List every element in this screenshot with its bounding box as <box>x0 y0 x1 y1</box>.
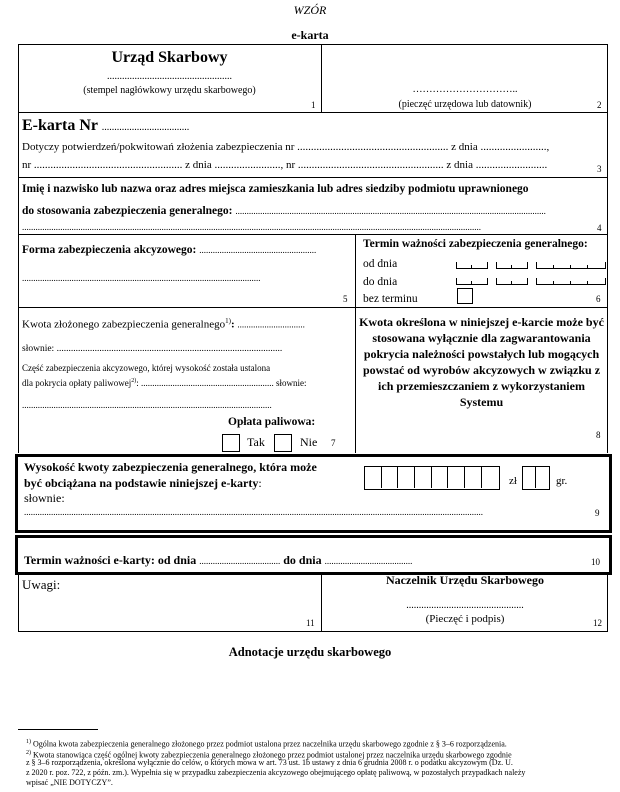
stamp-caption: (stempel nagłówkowy urzędu skarbowego) <box>83 85 256 96</box>
validity-title: Termin ważności zabezpieczenia generalnego: <box>363 238 588 250</box>
amount-colon: : <box>230 318 235 331</box>
ekarta-validity-from-label: Termin ważności e-karty: od dnia <box>24 553 197 567</box>
head-of-office-title: Naczelnik Urzędu Skarbowego <box>386 573 544 587</box>
entity-label-1: Imię i nazwisko lub nazwa oraz adres miejsca zamieszkania lub adres siedziby podmiotu uprawnionego <box>22 183 529 195</box>
signature-caption: (Pieczęć i podpis) <box>425 613 505 625</box>
currency-gr: gr. <box>556 475 568 487</box>
confirmations-line-1[interactable]: Dotyczy potwierdzeń/pokwitowań złożenia zabezpieczenia nr ....................................................... z dnia ........................, <box>22 141 550 153</box>
field-number: 9 <box>595 508 600 518</box>
signature-field[interactable]: ............................................... <box>406 600 524 611</box>
footnote-1: $^{1)}$ Ogólna kwota zabezpieczenia generalnego złożonego przez podmiot ustalona przez naczelnika urzędu skarbowego zgodnie z § 3–6 rozporządzenia. <box>26 739 507 749</box>
fuel-fee-yes-label: Tak <box>247 435 265 449</box>
ekarta-number-field[interactable]: ................................... <box>101 122 190 133</box>
footnote-2: $^{2)}$ Kwota stanowiąca część ogólnej kwoty zabezpieczenia generalnego złożonego przez podmiot ustalonej przez naczelnika urzędu skarbowego zgodnie <box>26 750 512 760</box>
footnote-2-line-2: z § 3–6 rozporządzenia, określona wyłącznie do celów, o których mowa w art. 73 ust. 1b ustawy z dnia 6 grudnia 2008 r. o podatku akcyzowym (Dz. U. <box>26 758 513 767</box>
ekarta-number-label: E-karta Nr <box>22 117 98 134</box>
no-term-checkbox[interactable] <box>457 288 473 304</box>
chargeable-words-label: słownie: <box>24 491 65 505</box>
fuel-fee-no-label: Nie <box>300 435 318 449</box>
amount-words-field[interactable]: słownie: ............................................................................................... <box>22 344 283 354</box>
validity-from-label: od dnia <box>363 258 398 270</box>
fuel-part-field[interactable]: : ........................................................... słownie: <box>136 378 307 388</box>
currency-zl: zł <box>509 475 517 487</box>
ekarta-validity-to-field[interactable]: ....................................... <box>324 556 413 566</box>
entity-label-2: do stosowania zabezpieczenia generalnego: <box>22 205 233 217</box>
excise-form-field-2[interactable]: .......................................................................................................... <box>22 273 261 283</box>
confirmations-line-2[interactable]: nr ...................................................... z dnia ........................, nr ..................................................... z dnia .......................... <box>22 159 548 171</box>
field-number: 7 <box>331 438 336 448</box>
remarks-label: Uwagi: <box>22 577 61 592</box>
validity-none-label: bez terminu <box>363 293 418 305</box>
chargeable-label-1: Wysokość kwoty zabezpieczenia generalnego, która może <box>24 460 317 474</box>
fuel-part-label-2: dla pokrycia opłaty paliwowej <box>22 378 132 388</box>
footnote-ref-1: 1) <box>225 317 231 325</box>
footnote-2-line-3: z 2020 r. poz. 722, z późn. zm.). Wypełnia się w przypadku zabezpieczenia akcyzowego obejmującego opłatę paliwową, w pozostałych przypadkach należy <box>26 768 526 777</box>
footnote-ref-2: 2) <box>131 378 137 384</box>
amount-label: Kwota złożonego zabezpieczenia generalnego <box>22 318 226 331</box>
footnote-2-line-4: wpisać „NIE DOTYCZY”. <box>26 778 113 787</box>
chargeable-label-2: być obciążana na podstawie niniejszej e-karty <box>24 476 259 490</box>
grosze-cells[interactable] <box>522 466 550 490</box>
wzor-label: WZÓR <box>293 3 327 17</box>
field-number: 8 <box>596 430 601 440</box>
excise-form-label: Forma zabezpieczenia akcyzowego: <box>22 244 197 256</box>
field-number: 5 <box>343 294 348 304</box>
validity-to-label: do dnia <box>363 276 398 288</box>
ekarta-validity-to-label: do dnia <box>283 553 322 567</box>
fuel-part-words-field[interactable]: ............................................................................................................... <box>22 400 272 410</box>
stamp-dots: .................................................. <box>107 71 232 82</box>
chargeable-words-field[interactable]: ............................................................................................................................................................................................................ <box>24 507 483 517</box>
field-number: 6 <box>596 294 601 304</box>
office-name: Urząd Skarbowy <box>111 49 228 66</box>
entity-field[interactable]: .......................................................................................................................................... <box>235 206 546 216</box>
chargeable-colon: : <box>258 476 262 490</box>
field-number: 2 <box>597 100 602 110</box>
field-number: 10 <box>591 557 600 567</box>
excise-form-field[interactable]: .................................................... <box>199 245 317 255</box>
seal-caption: (pieczęć urzędowa lub datownik) <box>398 99 532 110</box>
usage-notice: Kwota określona w niniejszej e-karcie może być stosowana wyłącznie dla zagwarantowania pokrycia należności powstałych lub mogących powstać od wyrobów akcyzowych w związku z ich przemieszczaniem z wykorzystaniem Systemu <box>359 315 604 409</box>
field-number: 12 <box>593 618 602 628</box>
fuel-fee-no-checkbox[interactable] <box>274 434 292 452</box>
seal-dots: ………………………….. <box>412 84 518 95</box>
form-title: e-karta <box>291 28 329 42</box>
office-annotations-heading: Adnotacje urzędu skarbowego <box>228 645 392 659</box>
ekarta-validity-from-field[interactable]: .................................... <box>199 556 281 566</box>
fuel-fee-label: Opłata paliwowa: <box>228 416 316 428</box>
amount-field[interactable]: .............................. <box>237 319 305 330</box>
fuel-fee-yes-checkbox[interactable] <box>222 434 240 452</box>
field-number: 4 <box>597 223 602 233</box>
field-number: 11 <box>306 618 315 628</box>
field-number: 1 <box>311 100 316 110</box>
field-number: 3 <box>597 164 602 174</box>
entity-field-2[interactable]: ............................................................................................................................................................................................................ <box>22 222 481 232</box>
fuel-part-label-1: Część zabezpieczenia akcyzowego, której wysokość została ustalona <box>22 363 271 373</box>
